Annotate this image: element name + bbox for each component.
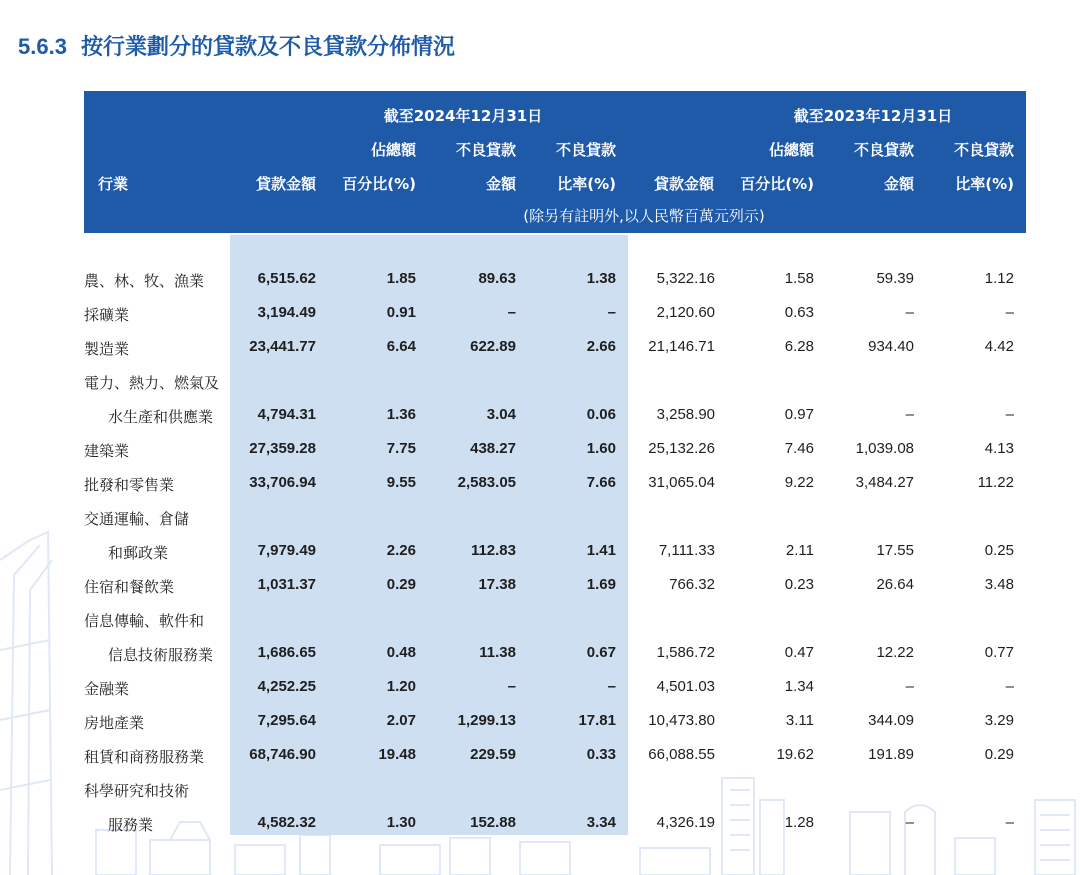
cell-ratio-2023: 3.29 (984, 712, 1014, 729)
cell-pct-2023: 9.22 (784, 474, 814, 491)
table-row (84, 474, 1026, 498)
table-row-label-line (84, 508, 1026, 532)
cell-npl-2024: 229.59 (470, 746, 516, 763)
col-pct-2024-line2: 百分比(%) (342, 175, 416, 193)
cell-pct-2023: 7.46 (784, 440, 814, 457)
cell-npl-2024: 11.38 (479, 644, 516, 661)
cell-pct-2024: 2.07 (386, 712, 416, 729)
industry-label: 租賃和商務服務業 (84, 748, 205, 766)
cell-ratio-2024: 0.67 (586, 644, 616, 661)
cell-ratio-2024: 1.69 (586, 576, 616, 593)
cell-ratio-2023: – (1005, 678, 1014, 695)
cell-pct-2024: 9.55 (386, 474, 416, 491)
industry-label: 建築業 (84, 442, 130, 460)
cell-pct-2023: 1.34 (784, 678, 814, 695)
cell-loan-2023: 7,111.33 (658, 542, 715, 559)
cell-npl-2024: 1,299.13 (457, 712, 516, 729)
cell-pct-2024: 1.36 (386, 406, 416, 423)
cell-loan-2023: 21,146.71 (648, 338, 715, 355)
col-ratio-2023-line2: 比率(%) (955, 175, 1014, 193)
cell-loan-2024: 23,441.77 (249, 338, 316, 355)
cell-pct-2023: 0.23 (784, 576, 814, 593)
cell-pct-2024: 19.48 (378, 746, 416, 763)
cell-loan-2023: 3,258.90 (656, 406, 715, 423)
col-loan-2024-header: 貸款金額 (255, 175, 316, 193)
cell-ratio-2023: 0.29 (984, 746, 1014, 763)
table-row (84, 678, 1026, 702)
cell-npl-2023: – (905, 814, 914, 831)
col-pct-2023-line1: 佔總額 (768, 141, 814, 159)
industry-label: 農、林、牧、漁業 (84, 272, 205, 290)
cell-npl-2023: 12.22 (876, 644, 914, 661)
cell-npl-2023: – (905, 678, 914, 695)
cell-ratio-2023: 0.77 (984, 644, 1014, 661)
table-row (84, 338, 1026, 362)
industry-label-continued: 服務業 (108, 816, 154, 834)
cell-ratio-2023: 4.13 (984, 440, 1014, 457)
cell-npl-2023: 191.89 (868, 746, 914, 763)
industry-label: 交通運輸、倉儲 (84, 510, 190, 528)
cell-ratio-2023: 1.12 (984, 270, 1014, 287)
cell-loan-2023: 25,132.26 (648, 440, 715, 457)
col-industry-header: 行業 (98, 175, 129, 193)
cell-pct-2023: 6.28 (784, 338, 814, 355)
col-pct-2024-line1: 佔總額 (370, 141, 416, 159)
cell-ratio-2024: – (607, 304, 616, 321)
cell-ratio-2024: 0.06 (586, 406, 616, 423)
cell-pct-2024: 0.91 (386, 304, 416, 321)
table-row (84, 406, 1026, 430)
col-npl-2023-line1: 不良貸款 (853, 141, 914, 159)
cell-pct-2023: 0.63 (784, 304, 814, 321)
section-title: 按行業劃分的貸款及不良貸款分佈情況 (80, 35, 455, 60)
cell-npl-2023: 344.09 (868, 712, 914, 729)
cell-npl-2024: 438.27 (470, 440, 516, 457)
cell-pct-2023: 1.28 (784, 814, 814, 831)
cell-pct-2024: 1.30 (386, 814, 416, 831)
industry-label: 批發和零售業 (84, 476, 175, 494)
industry-label-continued: 信息技術服務業 (108, 646, 214, 664)
cell-npl-2024: 89.63 (478, 270, 516, 287)
cell-pct-2024: 7.75 (386, 440, 416, 457)
cell-npl-2024: 2,583.05 (457, 474, 516, 491)
cell-ratio-2023: 4.42 (984, 338, 1014, 355)
cell-pct-2024: 1.85 (386, 270, 416, 287)
cell-npl-2024: 17.38 (478, 576, 516, 593)
col-ratio-2024-line2: 比率(%) (557, 175, 616, 193)
cell-npl-2023: – (905, 406, 914, 423)
cell-ratio-2023: – (1005, 406, 1014, 423)
industry-label: 採礦業 (84, 306, 130, 324)
cell-ratio-2024: 2.66 (586, 338, 616, 355)
industry-label: 住宿和餐飲業 (84, 578, 175, 596)
industry-label: 房地產業 (84, 714, 145, 732)
cell-loan-2024: 4,794.31 (257, 406, 316, 423)
table-row (84, 746, 1026, 770)
cell-ratio-2024: 3.34 (586, 814, 616, 831)
industry-label: 電力、熱力、燃氣及 (84, 374, 220, 392)
industry-label-continued: 和郵政業 (108, 544, 169, 562)
cell-npl-2023: 26.64 (876, 576, 914, 593)
col-loan-2023-header: 貸款金額 (653, 175, 714, 193)
cell-loan-2024: 1,031.37 (257, 576, 316, 593)
industry-label: 金融業 (84, 680, 130, 698)
cell-npl-2023: 3,484.27 (855, 474, 914, 491)
cell-loan-2024: 27,359.28 (249, 440, 316, 457)
table-row-label-line (84, 780, 1026, 804)
cell-ratio-2024: 1.41 (586, 542, 616, 559)
table-row (84, 304, 1026, 328)
cell-loan-2024: 1,686.65 (257, 644, 316, 661)
col-ratio-2023-line1: 不良貸款 (953, 141, 1014, 159)
cell-pct-2024: 0.48 (386, 644, 416, 661)
cell-loan-2023: 31,065.04 (648, 474, 715, 491)
cell-ratio-2024: 17.81 (578, 712, 616, 729)
cell-ratio-2023: – (1005, 304, 1014, 321)
table-row (84, 712, 1026, 736)
table-row (84, 542, 1026, 566)
cell-pct-2024: 2.26 (386, 542, 416, 559)
col-pct-2023-line2: 百分比(%) (740, 175, 814, 193)
cell-npl-2023: 1,039.08 (855, 440, 914, 457)
cell-ratio-2023: 0.25 (984, 542, 1014, 559)
industry-label: 製造業 (84, 340, 130, 358)
table-row (84, 576, 1026, 600)
cell-loan-2023: 66,088.55 (648, 746, 715, 763)
unit-note: (除另有註明外,以人民幣百萬元列示) (523, 207, 765, 225)
industry-label: 信息傳輸、軟件和 (84, 612, 205, 630)
cell-npl-2023: – (905, 304, 914, 321)
cell-loan-2024: 33,706.94 (249, 474, 316, 491)
industry-label-continued: 水生產和供應業 (108, 408, 214, 426)
period-2024-label: 截至2024年12月31日 (383, 107, 543, 125)
cell-loan-2024: 3,194.49 (257, 304, 316, 321)
cell-npl-2024: – (507, 678, 516, 695)
cell-ratio-2024: 0.33 (586, 746, 616, 763)
cell-loan-2023: 10,473.80 (648, 712, 715, 729)
cell-ratio-2024: – (607, 678, 616, 695)
cell-npl-2023: 59.39 (876, 270, 914, 287)
cell-pct-2023: 1.58 (784, 270, 814, 287)
cell-npl-2024: – (507, 304, 516, 321)
cell-npl-2023: 934.40 (868, 338, 914, 355)
table-row (84, 644, 1026, 668)
cell-pct-2023: 19.62 (776, 746, 814, 763)
cell-loan-2024: 7,295.64 (257, 712, 316, 729)
cell-pct-2024: 0.29 (386, 576, 416, 593)
period-2023-label: 截至2023年12月31日 (793, 107, 953, 125)
industry-label: 科學研究和技術 (84, 782, 190, 800)
cell-npl-2024: 622.89 (470, 338, 516, 355)
cell-loan-2024: 4,582.32 (257, 814, 316, 831)
cell-loan-2024: 68,746.90 (249, 746, 316, 763)
cell-pct-2024: 6.64 (386, 338, 416, 355)
cell-loan-2024: 7,979.49 (257, 542, 316, 559)
cell-loan-2023: 766.32 (669, 576, 715, 593)
table-row-label-line (84, 372, 1026, 396)
col-npl-2024-line1: 不良貸款 (455, 141, 516, 159)
table-row (84, 814, 1026, 838)
cell-pct-2023: 2.11 (785, 542, 814, 559)
cell-npl-2023: 17.55 (876, 542, 914, 559)
col-ratio-2024-line1: 不良貸款 (555, 141, 616, 159)
cell-pct-2024: 1.20 (386, 678, 416, 695)
cell-pct-2023: 0.97 (784, 406, 814, 423)
cell-npl-2024: 3.04 (486, 406, 516, 423)
table-row (84, 440, 1026, 464)
col-npl-2024-line2: 金額 (485, 175, 516, 193)
cell-loan-2023: 5,322.16 (656, 270, 715, 287)
cell-loan-2024: 6,515.62 (257, 270, 316, 287)
cell-pct-2023: 0.47 (784, 644, 814, 661)
cell-ratio-2023: 11.22 (977, 474, 1014, 491)
cell-loan-2024: 4,252.25 (257, 678, 316, 695)
cell-ratio-2024: 1.60 (586, 440, 616, 457)
table-row (84, 270, 1026, 294)
section-number: 5.6.3 (18, 34, 67, 59)
col-npl-2023-line2: 金額 (883, 175, 914, 193)
cell-ratio-2024: 1.38 (586, 270, 616, 287)
cell-loan-2023: 4,326.19 (656, 814, 715, 831)
cell-ratio-2023: – (1005, 814, 1014, 831)
cell-ratio-2024: 7.66 (586, 474, 616, 491)
cell-pct-2023: 3.11 (785, 712, 814, 729)
cell-loan-2023: 4,501.03 (656, 678, 715, 695)
table-row-label-line (84, 610, 1026, 634)
cell-loan-2023: 2,120.60 (656, 304, 715, 321)
cell-npl-2024: 112.83 (470, 542, 516, 559)
cell-ratio-2023: 3.48 (984, 576, 1014, 593)
cell-npl-2024: 152.88 (470, 814, 516, 831)
cell-loan-2023: 1,586.72 (656, 644, 715, 661)
